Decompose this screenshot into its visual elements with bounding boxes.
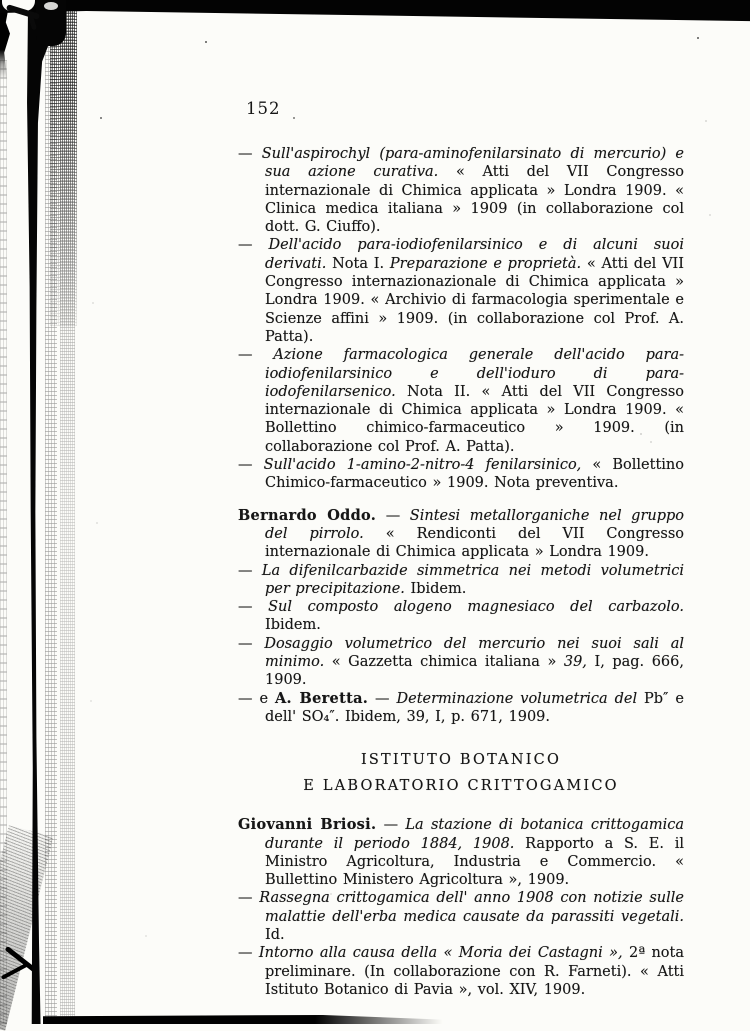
entry-dash: — bbox=[238, 599, 269, 616]
reference-text: « Atti del VII Congresso internazionazionale di Chimica applicata » Londra 1909. « Archivio di farmacologia sperimentale e Scienze affini » 1909. (in collaborazione col Prof. A. Patta). bbox=[265, 255, 685, 345]
entry-dash: — bbox=[238, 890, 260, 907]
work-title: La stazione di botanica crittogamica durante il periodo 1884, 1908. bbox=[265, 817, 684, 852]
work-title: Sull'acido 1-amino-2-nitro-4 fenilarsinico, bbox=[263, 457, 582, 474]
author-name: Bernardo Oddo. bbox=[238, 506, 377, 524]
reference-text: I, pag. 666, 1909. bbox=[265, 654, 684, 689]
work-title: Dell'acido para-iodiofenilarsinico e di alcuni suoi derivati. bbox=[265, 237, 684, 272]
bib-entry bbox=[238, 690, 684, 727]
bib-entry bbox=[238, 816, 684, 889]
page-number: 152 bbox=[246, 99, 281, 118]
scan-corner-blob-dot bbox=[44, 2, 58, 10]
entry-dash: — bbox=[238, 347, 274, 364]
bib-entry bbox=[238, 598, 684, 635]
reference-text: Rapporto a S. E. il Ministro Agricoltura, Industria e Commercio. « Bullettino Ministero Agricoltura », 1909. bbox=[265, 835, 684, 889]
work-title: Preparazione e proprietà. bbox=[389, 255, 582, 272]
reference-text: « Bollettino Chimico-farmaceutico » 1909. Nota preventiva. bbox=[265, 457, 684, 492]
work-title: Sull'aspirochyl (para-aminofenilarsinato di mercurio) e sua azione curativa. bbox=[261, 146, 684, 181]
author-name: A. Beretta. bbox=[274, 689, 369, 707]
scan-binding-top-noise bbox=[50, 6, 77, 326]
work-title: Sul composto alogeno magnesiaco del carbazolo. bbox=[268, 599, 684, 616]
entry-dash: — bbox=[238, 146, 262, 162]
reference-text: — bbox=[368, 690, 397, 707]
work-title: Intorno alla causa della « Moria dei Castagni », bbox=[258, 945, 623, 962]
chimica-continuation-entries bbox=[238, 145, 684, 493]
entry-dash: — bbox=[238, 237, 269, 254]
work-title: La difenilcarbazide simmetrica nei metodi volumetrici per precipitazione. bbox=[261, 562, 684, 597]
bib-entry bbox=[238, 145, 684, 236]
bib-entry bbox=[238, 889, 684, 944]
scan-top-edge-band bbox=[0, 0, 750, 24]
work-title: Sintesi metallorganiche nel gruppo del pirrolo. bbox=[265, 507, 685, 542]
work-title: 39, bbox=[563, 654, 587, 671]
reference-text: Ibidem. bbox=[404, 580, 467, 597]
reference-text: e bbox=[259, 690, 275, 707]
bib-entry bbox=[238, 236, 684, 346]
entry-dash: — bbox=[238, 635, 265, 652]
bernardo-oddo-entries bbox=[238, 507, 684, 727]
reference-text: « Atti del VII Congresso internazionale di Chimica applicata » Londra 1909. « Clinica medica italiana » 1909 (in collaborazione col dott. G. Ciuffo). bbox=[265, 164, 684, 236]
bib-entry bbox=[238, 562, 684, 599]
reference-text: Pb″ e dell' SO₄″. Ibidem, 39, I, p. 671, 1909. bbox=[265, 690, 684, 725]
reference-text: Ibidem. bbox=[265, 617, 321, 634]
giovanni-briosi-entries bbox=[238, 816, 684, 999]
reference-text: — bbox=[376, 507, 410, 524]
reference-text: Id. bbox=[265, 926, 285, 943]
reference-text: Nota II. « Atti del VII Congresso internazionale di Chimica applicata » Londra 1909. « Bollettino chimico-farmaceutico » 1909. (in collaborazione col Prof. A. Patta). bbox=[265, 383, 684, 455]
reference-text: « Rendiconti del VII Congresso internazionale di Chimica applicata » Londra 1909. bbox=[265, 525, 684, 561]
section-heading-line: E LABORATORIO CRITTOGAMICO bbox=[303, 778, 619, 795]
author-name: Giovanni Briosi. bbox=[238, 816, 377, 834]
bib-entry bbox=[238, 346, 684, 456]
scan-bottom-edge-band bbox=[43, 1013, 443, 1024]
work-title: Dosaggio volumetrico del mercurio nei suoi sali al minimo. bbox=[264, 635, 685, 671]
entry-dash: — bbox=[238, 945, 259, 962]
entry-dash: — bbox=[238, 562, 262, 579]
bib-entry bbox=[238, 635, 684, 690]
work-title: Rassegna crittogamica dell' anno 1908 con notizie sulle malattie dell'erba medica causate da parassiti vegetali. bbox=[259, 890, 684, 925]
bib-entry bbox=[238, 507, 684, 562]
work-title: Azione farmacologica generale dell'acido para-iodiofenilarsinico e dell'ioduro di para-iodofenilarsenico. bbox=[265, 347, 685, 400]
reference-text: — bbox=[376, 817, 406, 834]
entry-dash: — bbox=[238, 690, 260, 707]
section-heading-line: ISTITUTO BOTANICO bbox=[360, 752, 562, 769]
entry-dash: — bbox=[238, 457, 264, 474]
bibliography bbox=[238, 145, 684, 999]
work-title: Determinazione volumetrica del bbox=[396, 690, 645, 707]
scanned-page bbox=[238, 99, 684, 999]
reference-text: Nota I. bbox=[326, 255, 390, 272]
reference-text: « Gazzetta chimica italiana » bbox=[324, 654, 564, 671]
bib-entry bbox=[238, 944, 684, 999]
reference-text: 2ª nota preliminare. (In collaborazione con R. Farneti). « Atti Istituto Botanico di Pavia », vol. XIV, 1909. bbox=[265, 945, 684, 998]
istituto-botanico-heading bbox=[238, 747, 684, 799]
bib-entry bbox=[238, 456, 684, 493]
